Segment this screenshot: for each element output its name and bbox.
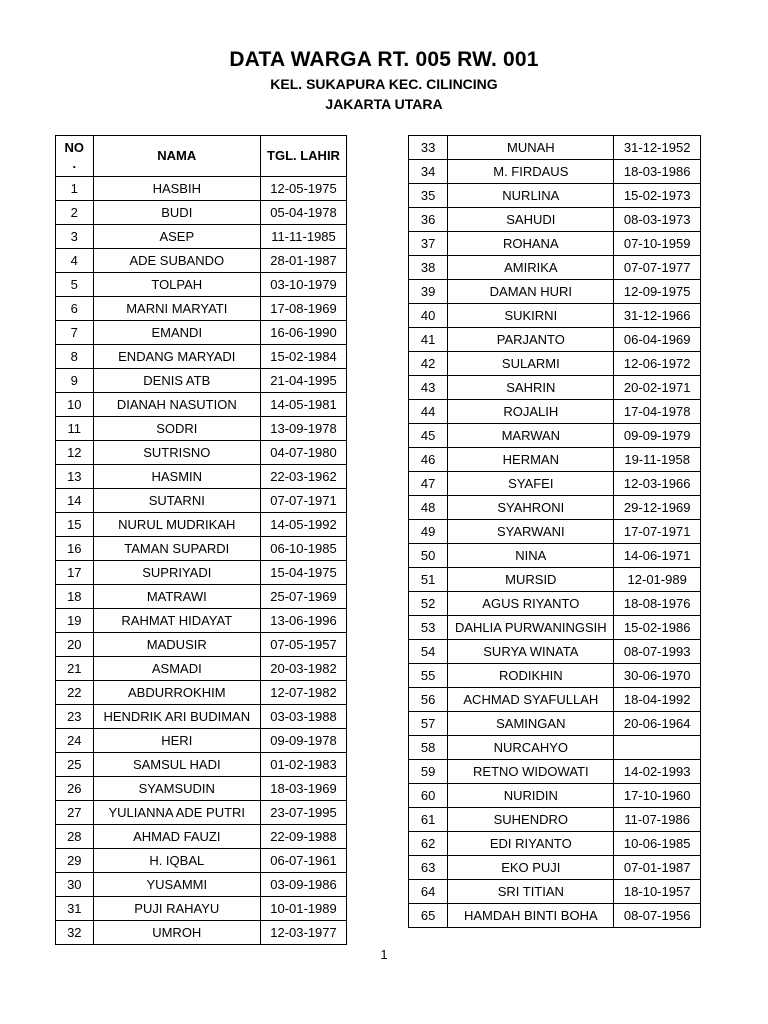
birth-date: 18-03-1986 [614, 160, 701, 184]
row-number: 34 [409, 160, 448, 184]
row-number: 47 [409, 472, 448, 496]
table-row [56, 801, 347, 825]
birth-date: 12-03-1966 [614, 472, 701, 496]
row-number: 55 [409, 664, 448, 688]
table-row [56, 345, 347, 369]
row-number: 64 [409, 880, 448, 904]
resident-name: SODRI [93, 417, 260, 441]
row-number: 8 [56, 345, 94, 369]
resident-name: ASEP [93, 225, 260, 249]
row-number: 9 [56, 369, 94, 393]
resident-name: HASBIH [93, 177, 260, 201]
birth-date: 15-02-1973 [614, 184, 701, 208]
row-number: 33 [409, 136, 448, 160]
row-number: 21 [56, 657, 94, 681]
table-row [56, 273, 347, 297]
row-number: 53 [409, 616, 448, 640]
table-row [56, 537, 347, 561]
birth-date: 08-07-1993 [614, 640, 701, 664]
table-row [56, 561, 347, 585]
resident-name: HERMAN [448, 448, 614, 472]
resident-name: ROJALIH [448, 400, 614, 424]
table-row [409, 376, 701, 400]
row-number: 14 [56, 489, 94, 513]
birth-date: 20-06-1964 [614, 712, 701, 736]
birth-date: 14-05-1981 [260, 393, 346, 417]
resident-name: ADE SUBANDO [93, 249, 260, 273]
resident-name: SUTRISNO [93, 441, 260, 465]
header-tgl-lahir: TGL. LAHIR [260, 136, 346, 177]
row-number: 19 [56, 609, 94, 633]
birth-date: 07-07-1971 [260, 489, 346, 513]
resident-name: SAMSUL HADI [93, 753, 260, 777]
table-row [409, 136, 701, 160]
table-row [56, 369, 347, 393]
birth-date: 20-02-1971 [614, 376, 701, 400]
row-number: 3 [56, 225, 94, 249]
row-number: 59 [409, 760, 448, 784]
row-number: 16 [56, 537, 94, 561]
resident-name: DIANAH NASUTION [93, 393, 260, 417]
table-row [56, 777, 347, 801]
table-row [409, 520, 701, 544]
birth-date: 18-10-1957 [614, 880, 701, 904]
row-number: 38 [409, 256, 448, 280]
resident-name: NURUL MUDRIKAH [93, 513, 260, 537]
table-row [409, 232, 701, 256]
table-row [409, 664, 701, 688]
birth-date: 31-12-1952 [614, 136, 701, 160]
residents-table-right [408, 135, 701, 928]
table-row [56, 657, 347, 681]
resident-name: SUPRIYADI [93, 561, 260, 585]
row-number: 61 [409, 808, 448, 832]
table-row [56, 321, 347, 345]
row-number: 46 [409, 448, 448, 472]
birth-date: 21-04-1995 [260, 369, 346, 393]
birth-date: 20-03-1982 [260, 657, 346, 681]
birth-date: 18-03-1969 [260, 777, 346, 801]
table-row [409, 712, 701, 736]
row-number: 48 [409, 496, 448, 520]
resident-name: DENIS ATB [93, 369, 260, 393]
row-number: 1 [56, 177, 94, 201]
table-row [56, 225, 347, 249]
birth-date: 11-11-1985 [260, 225, 346, 249]
resident-name: AMIRIKA [448, 256, 614, 280]
birth-date: 15-02-1984 [260, 345, 346, 369]
resident-name: MADUSIR [93, 633, 260, 657]
table-row [56, 249, 347, 273]
birth-date: 16-06-1990 [260, 321, 346, 345]
birth-date: 25-07-1969 [260, 585, 346, 609]
subtitle-city: JAKARTA UTARA [325, 96, 443, 112]
table-row [56, 633, 347, 657]
birth-date: 11-07-1986 [614, 808, 701, 832]
table-row [56, 585, 347, 609]
table-row [409, 544, 701, 568]
resident-name: SUHENDRO [448, 808, 614, 832]
table-row [409, 352, 701, 376]
birth-date: 07-05-1957 [260, 633, 346, 657]
resident-name: MARNI MARYATI [93, 297, 260, 321]
header-nama: NAMA [93, 136, 260, 177]
birth-date: 03-09-1986 [260, 873, 346, 897]
table-row [409, 184, 701, 208]
resident-name: SAHRIN [448, 376, 614, 400]
resident-name: ABDURROKHIM [93, 681, 260, 705]
row-number: 10 [56, 393, 94, 417]
resident-name: SYARWANI [448, 520, 614, 544]
birth-date: 07-01-1987 [614, 856, 701, 880]
resident-name: NURIDIN [448, 784, 614, 808]
resident-name: AGUS RIYANTO [448, 592, 614, 616]
resident-name: HAMDAH BINTI BOHA [448, 904, 614, 928]
table-row [56, 489, 347, 513]
birth-date: 14-02-1993 [614, 760, 701, 784]
birth-date: 17-07-1971 [614, 520, 701, 544]
table-row [409, 832, 701, 856]
resident-name: PUJI RAHAYU [93, 897, 260, 921]
table-row [56, 441, 347, 465]
table-row [409, 640, 701, 664]
resident-name: TOLPAH [93, 273, 260, 297]
table-row [409, 616, 701, 640]
birth-date: 05-04-1978 [260, 201, 346, 225]
row-number: 45 [409, 424, 448, 448]
resident-name: SUTARNI [93, 489, 260, 513]
birth-date: 12-03-1977 [260, 921, 346, 945]
birth-date: 01-02-1983 [260, 753, 346, 777]
birth-date: 09-09-1978 [260, 729, 346, 753]
row-number: 31 [56, 897, 94, 921]
resident-name: SYAHRONI [448, 496, 614, 520]
header-no: NO . [56, 136, 94, 177]
page-number: 1 [380, 947, 388, 962]
resident-name: DAHLIA PURWANINGSIH [448, 616, 614, 640]
table-row [409, 400, 701, 424]
resident-name: DAMAN HURI [448, 280, 614, 304]
table-row [56, 609, 347, 633]
table-row [409, 736, 701, 760]
table-row [409, 592, 701, 616]
birth-date: 14-06-1971 [614, 544, 701, 568]
birth-date: 18-08-1976 [614, 592, 701, 616]
resident-name: EDI RIYANTO [448, 832, 614, 856]
table-row [409, 256, 701, 280]
row-number: 20 [56, 633, 94, 657]
resident-name: HASMIN [93, 465, 260, 489]
birth-date: 22-09-1988 [260, 825, 346, 849]
resident-name: UMROH [93, 921, 260, 945]
row-number: 29 [56, 849, 94, 873]
table-row [56, 201, 347, 225]
table-row [409, 568, 701, 592]
resident-name: SUKIRNI [448, 304, 614, 328]
row-number: 35 [409, 184, 448, 208]
row-number: 11 [56, 417, 94, 441]
birth-date: 03-10-1979 [260, 273, 346, 297]
birth-date: 29-12-1969 [614, 496, 701, 520]
table-row [409, 760, 701, 784]
birth-date: 07-10-1959 [614, 232, 701, 256]
birth-date: 14-05-1992 [260, 513, 346, 537]
birth-date: 15-02-1986 [614, 616, 701, 640]
row-number: 15 [56, 513, 94, 537]
birth-date: 18-04-1992 [614, 688, 701, 712]
row-number: 51 [409, 568, 448, 592]
resident-name: RAHMAT HIDAYAT [93, 609, 260, 633]
row-number: 26 [56, 777, 94, 801]
row-number: 60 [409, 784, 448, 808]
row-number: 63 [409, 856, 448, 880]
row-number: 65 [409, 904, 448, 928]
table-row [56, 681, 347, 705]
table-row [409, 856, 701, 880]
row-number: 36 [409, 208, 448, 232]
row-number: 56 [409, 688, 448, 712]
resident-name: YULIANNA ADE PUTRI [93, 801, 260, 825]
table-row [56, 393, 347, 417]
resident-name: SYAFEI [448, 472, 614, 496]
row-number: 30 [56, 873, 94, 897]
birth-date: 08-03-1973 [614, 208, 701, 232]
resident-name: SRI TITIAN [448, 880, 614, 904]
row-number: 2 [56, 201, 94, 225]
table-row [56, 753, 347, 777]
birth-date: 10-01-1989 [260, 897, 346, 921]
table-row [409, 160, 701, 184]
birth-date: 30-06-1970 [614, 664, 701, 688]
table-row [409, 208, 701, 232]
subtitle-kelurahan: KEL. SUKAPURA KEC. CILINCING [270, 76, 498, 92]
row-number: 43 [409, 376, 448, 400]
row-number: 49 [409, 520, 448, 544]
birth-date: 06-04-1969 [614, 328, 701, 352]
birth-date: 06-07-1961 [260, 849, 346, 873]
resident-name: MUNAH [448, 136, 614, 160]
resident-name: MATRAWI [93, 585, 260, 609]
table-row [409, 808, 701, 832]
table-row [409, 688, 701, 712]
birth-date: 12-01-989 [614, 568, 701, 592]
resident-name: ACHMAD SYAFULLAH [448, 688, 614, 712]
birth-date: 17-08-1969 [260, 297, 346, 321]
birth-date: 22-03-1962 [260, 465, 346, 489]
birth-date: 10-06-1985 [614, 832, 701, 856]
row-number: 58 [409, 736, 448, 760]
birth-date: 12-05-1975 [260, 177, 346, 201]
table-row [409, 904, 701, 928]
resident-name: MARWAN [448, 424, 614, 448]
birth-date: 17-04-1978 [614, 400, 701, 424]
resident-name: SAHUDI [448, 208, 614, 232]
birth-date: 08-07-1956 [614, 904, 701, 928]
birth-date: 31-12-1966 [614, 304, 701, 328]
resident-name: MURSID [448, 568, 614, 592]
row-number: 22 [56, 681, 94, 705]
row-number: 44 [409, 400, 448, 424]
table-row [56, 705, 347, 729]
resident-name: HENDRIK ARI BUDIMAN [93, 705, 260, 729]
table-row [56, 825, 347, 849]
birth-date: 13-09-1978 [260, 417, 346, 441]
row-number: 24 [56, 729, 94, 753]
resident-name: NURCAHYO [448, 736, 614, 760]
birth-date: 12-09-1975 [614, 280, 701, 304]
birth-date: 06-10-1985 [260, 537, 346, 561]
row-number: 39 [409, 280, 448, 304]
table-row [409, 304, 701, 328]
resident-name: M. FIRDAUS [448, 160, 614, 184]
row-number: 32 [56, 921, 94, 945]
birth-date [614, 736, 701, 760]
resident-name: SURYA WINATA [448, 640, 614, 664]
row-number: 50 [409, 544, 448, 568]
resident-name: EKO PUJI [448, 856, 614, 880]
row-number: 23 [56, 705, 94, 729]
resident-name: NINA [448, 544, 614, 568]
row-number: 28 [56, 825, 94, 849]
resident-name: AHMAD FAUZI [93, 825, 260, 849]
table-row [56, 177, 347, 201]
table-row [56, 417, 347, 441]
birth-date: 19-11-1958 [614, 448, 701, 472]
resident-name: TAMAN SUPARDI [93, 537, 260, 561]
resident-name: H. IQBAL [93, 849, 260, 873]
row-number: 25 [56, 753, 94, 777]
birth-date: 03-03-1988 [260, 705, 346, 729]
resident-name: PARJANTO [448, 328, 614, 352]
resident-name: HERI [93, 729, 260, 753]
residents-table-left [55, 135, 347, 945]
table-row [409, 328, 701, 352]
row-number: 52 [409, 592, 448, 616]
row-number: 62 [409, 832, 448, 856]
birth-date: 07-07-1977 [614, 256, 701, 280]
birth-date: 12-07-1982 [260, 681, 346, 705]
table-header-row [56, 136, 347, 177]
birth-date: 04-07-1980 [260, 441, 346, 465]
resident-name: RETNO WIDOWATI [448, 760, 614, 784]
table-row [56, 849, 347, 873]
table-row [409, 448, 701, 472]
table-row [409, 784, 701, 808]
row-number: 12 [56, 441, 94, 465]
resident-name: NURLINA [448, 184, 614, 208]
table-row [56, 465, 347, 489]
row-number: 5 [56, 273, 94, 297]
resident-name: YUSAMMI [93, 873, 260, 897]
table-row [56, 513, 347, 537]
row-number: 57 [409, 712, 448, 736]
table-row [56, 729, 347, 753]
resident-name: EMANDI [93, 321, 260, 345]
table-row [56, 297, 347, 321]
row-number: 42 [409, 352, 448, 376]
birth-date: 15-04-1975 [260, 561, 346, 585]
resident-name: BUDI [93, 201, 260, 225]
table-row [409, 472, 701, 496]
resident-name: ROHANA [448, 232, 614, 256]
resident-name: SAMINGAN [448, 712, 614, 736]
birth-date: 13-06-1996 [260, 609, 346, 633]
row-number: 4 [56, 249, 94, 273]
row-number: 17 [56, 561, 94, 585]
table-row [56, 921, 347, 945]
resident-name: SULARMI [448, 352, 614, 376]
resident-name: ASMADI [93, 657, 260, 681]
table-row [56, 873, 347, 897]
row-number: 18 [56, 585, 94, 609]
table-row [409, 496, 701, 520]
birth-date: 09-09-1979 [614, 424, 701, 448]
row-number: 41 [409, 328, 448, 352]
row-number: 6 [56, 297, 94, 321]
row-number: 54 [409, 640, 448, 664]
resident-name: SYAMSUDIN [93, 777, 260, 801]
table-row [409, 880, 701, 904]
row-number: 27 [56, 801, 94, 825]
table-row [409, 280, 701, 304]
birth-date: 28-01-1987 [260, 249, 346, 273]
row-number: 40 [409, 304, 448, 328]
table-row [409, 424, 701, 448]
resident-name: RODIKHIN [448, 664, 614, 688]
table-row [56, 897, 347, 921]
birth-date: 23-07-1995 [260, 801, 346, 825]
birth-date: 17-10-1960 [614, 784, 701, 808]
row-number: 37 [409, 232, 448, 256]
row-number: 13 [56, 465, 94, 489]
birth-date: 12-06-1972 [614, 352, 701, 376]
resident-name: ENDANG MARYADI [93, 345, 260, 369]
row-number: 7 [56, 321, 94, 345]
page-title: DATA WARGA RT. 005 RW. 001 [229, 48, 539, 71]
